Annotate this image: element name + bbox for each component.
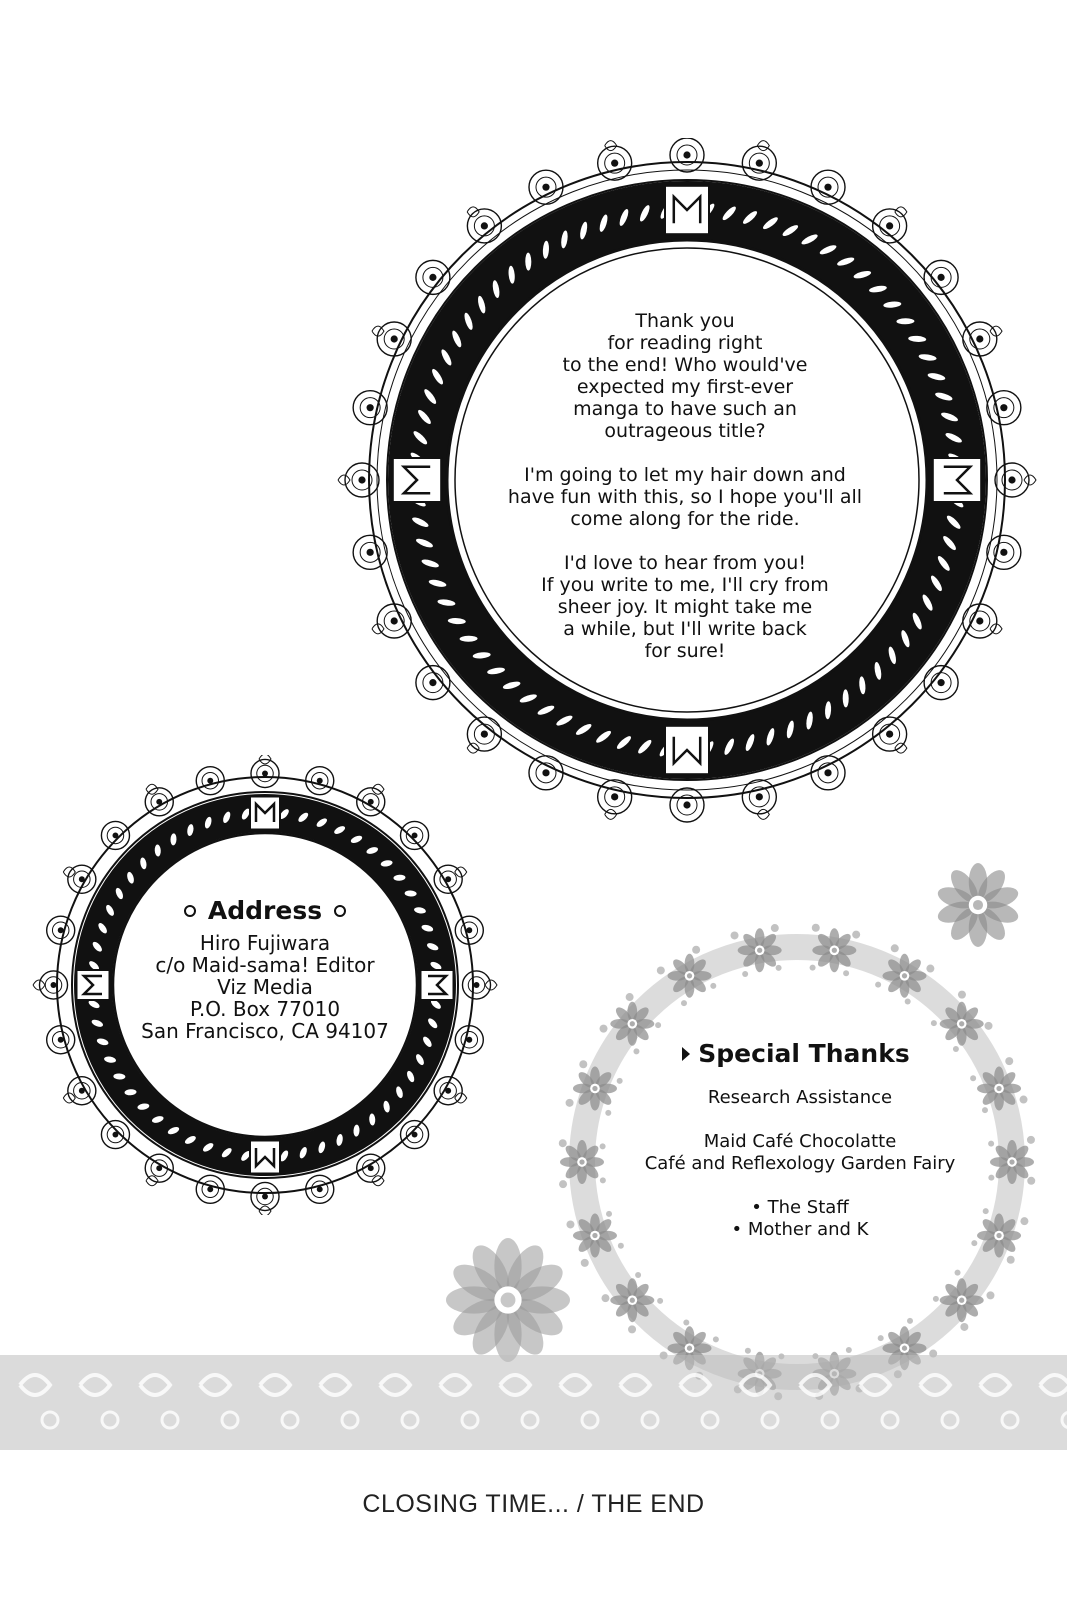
- message-line: sheer joy. It might take me: [557, 596, 813, 618]
- message-line: outrageous title?: [604, 420, 766, 442]
- address-heading-label: Address: [207, 896, 323, 925]
- address-line: Viz Media: [217, 975, 313, 999]
- address-line: Hiro Fujiwara: [199, 931, 331, 955]
- message-line: I'm going to let my hair down and: [524, 464, 846, 486]
- message-line: have fun with this, so I hope you'll all: [507, 486, 863, 508]
- address-line: P.O. Box 77010: [189, 997, 341, 1021]
- ornamental-border-strip: [0, 1355, 1067, 1450]
- thanks-place: Maid Café Chocolatte: [703, 1131, 897, 1152]
- message-line: a while, but I'll write back: [563, 618, 807, 640]
- message-line: expected my first-ever: [576, 376, 794, 398]
- thanks-place: Café and Reflexology Garden Fairy: [644, 1153, 956, 1174]
- thanks-person: • The Staff: [751, 1197, 849, 1218]
- message-line: Thank you: [635, 310, 735, 332]
- message-line: for reading right: [607, 332, 763, 354]
- message-line: to the end! Who would've: [562, 354, 808, 376]
- thanks-person: • Mother and K: [731, 1219, 869, 1240]
- message-line: manga to have such an: [573, 398, 797, 420]
- address-line: c/o Maid-sama! Editor: [155, 953, 375, 977]
- message-line: If you write to me, I'll cry from: [541, 574, 829, 596]
- address-line: San Francisco, CA 94107: [141, 1019, 389, 1043]
- message-line: come along for the ride.: [570, 508, 800, 530]
- closing-caption: CLOSING TIME... / THE END: [362, 1490, 705, 1518]
- thanks-heading-label: Special Thanks: [698, 1039, 910, 1068]
- message-line: I'd love to hear from you!: [564, 552, 806, 574]
- research-label: Research Assistance: [707, 1087, 893, 1108]
- message-line: for sure!: [644, 640, 726, 662]
